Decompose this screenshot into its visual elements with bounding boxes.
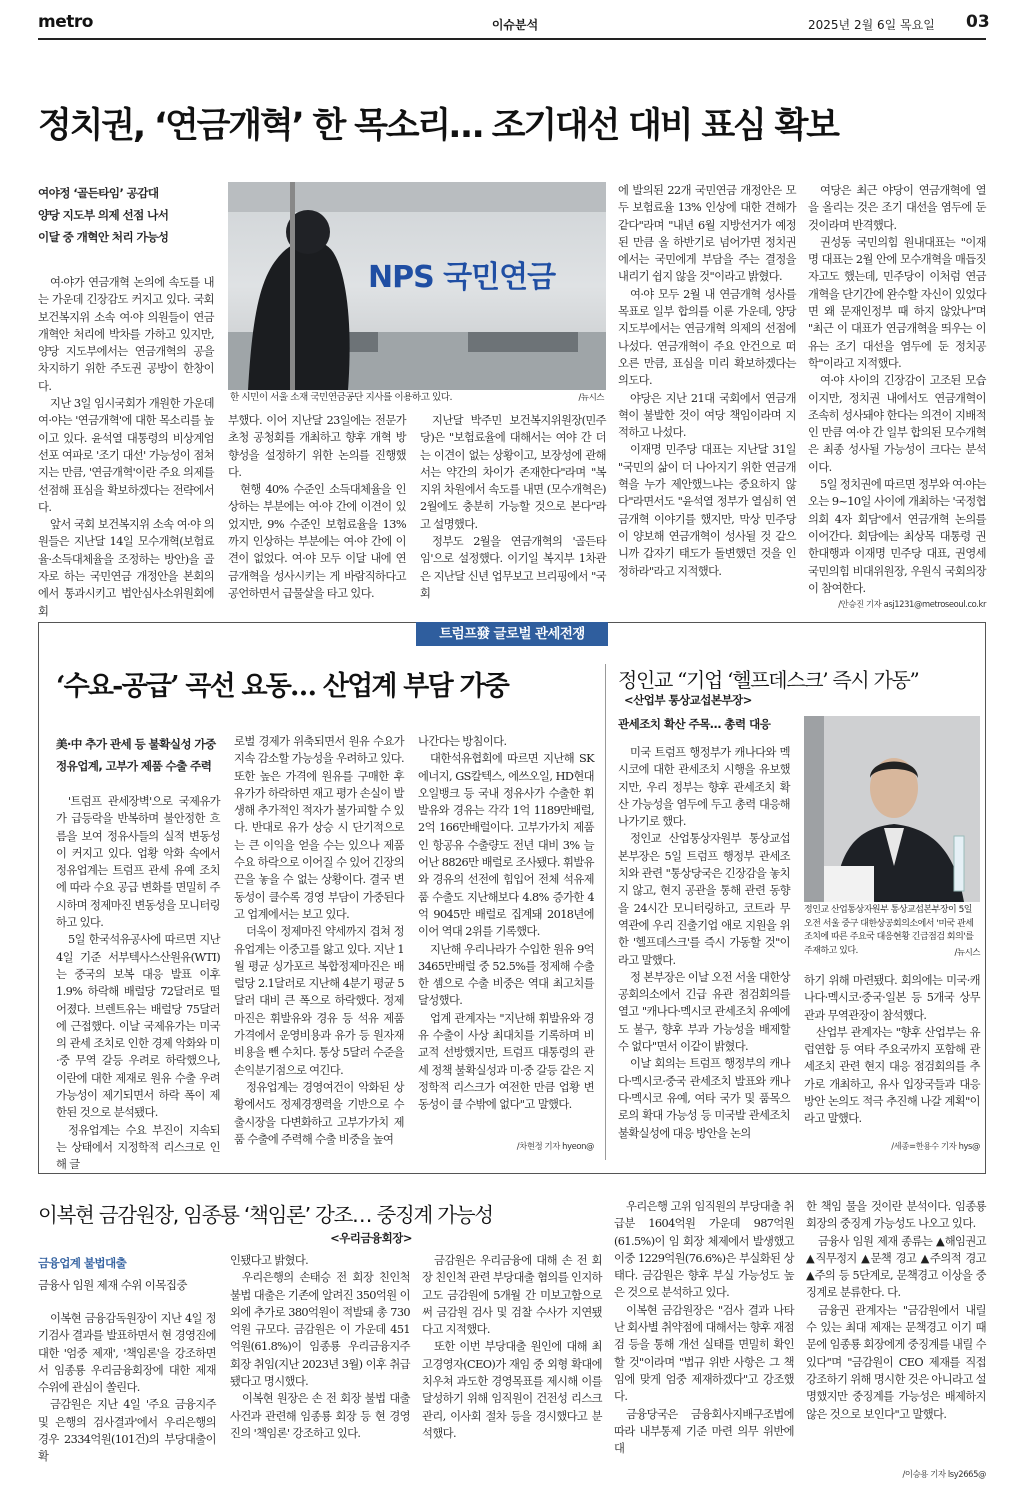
side-col2	[804, 972, 980, 1138]
article3-col2	[230, 1252, 410, 1482]
article1-col5	[808, 182, 986, 594]
article1-col1	[38, 182, 214, 618]
tariff-byline: /차현정 기자 hyeon@	[516, 1141, 594, 1151]
article1-paragraph: 여당은 최근 야당이 연금개혁에 열을 올리는 것은 조기 대선을 염두에 둔 것이라며 반격했다.	[808, 184, 986, 232]
article1-col2	[228, 412, 406, 612]
article1-paragraph: 지난달 박주민 보건복지위원장(민주당)은 "보험료율에 대해서는 여야 간 더는 이견이 없는 상황이고, 보장성에 관해서는 약간의 차이가 존재한다"라며 "복지위 차원에서 속도를 내면 (모수개혁은) 2월에도 충분히 가능할 것으로 본다"라고 설명했다.	[420, 414, 606, 531]
side-photo-caption: 정인교 산업통상자원부 통상교섭본부장이 5일 오전 서울 중구 대한상공회의소에서 '미국 관세조치에 따른 주요국 대응현황 긴급점검 회의'를 주재하고 있다.	[804, 905, 974, 956]
side-tag: <산업부 통상교섭본부장>	[624, 693, 752, 707]
article3-kicker: 금융업계 불법대출	[38, 1256, 127, 1270]
article3-paragraph: 금감원은 우리금융에 대해 손 전 회장 친인척 관련 부당대출 혐의를 인지하고도 금감원에 5개월 간 미보고함으로써 금감원 검사 및 검찰 수사가 지연됐다고 지적했다.	[422, 1254, 602, 1337]
side-subhead: 관세조치 확산 주목… 총력 대응	[618, 717, 771, 731]
article3-paragraph: 인됐다고 밝혔다.	[230, 1254, 309, 1267]
article1-paragraph: 에 발의된 22개 국민연금 개정안은 모두 보험료율 13% 인상에 대한 견해가 같다"라며 "내년 6월 지방선거가 예정된 만큼 올 하반기로 넘어가면 정치권에서는 국민에게 부담을 주는 결정을 내리기 쉽지 않을 것"이라고 밝혔다.	[618, 184, 796, 284]
article1-paragraph: 부했다. 이어 지난달 23일에는 전문가 초청 공청회를 개최하고 향후 개혁 방향성을 설정하기 위한 논의를 진행했다.	[228, 414, 406, 479]
side-photo-credit: /뉴시스	[954, 948, 980, 958]
article3-byline: /이승용 기자 lsy2665@	[902, 1469, 986, 1479]
article1-col3	[420, 412, 606, 612]
article1-subhead: 이달 중 개혁안 처리 가능성	[38, 230, 169, 244]
side-col1	[618, 744, 790, 1164]
tariff-banner: 트럼프發 글로벌 관세전쟁	[416, 622, 608, 646]
article1-photo	[228, 182, 606, 390]
tariff-headline: ‘수요-공급’ 곡선 요동… 산업계 부담 가중	[56, 671, 509, 702]
side-paragraph: 미국 트럼프 행정부가 캐나다와 멕시코에 대한 관세조치 시행을 유보했지만, 우리 정부는 향후 관세조치 확산 가능성을 염두에 두고 총력 대응해나가기로 했다.	[618, 746, 790, 829]
article3-paragraph: 이복현 금융감독원장이 지난 4일 정기검사 결과를 발표하면서 현 경영진에 대한 '엄중 제재', '책임론'을 강조하면서 임종룡 우리금융회장에 대한 제재 수위에 관심이 쏠린다.	[38, 1312, 216, 1395]
article3-paragraph: 금융사 임원 제재 종류는 ▲해임권고 ▲직무정지 ▲문책 경고 ▲주의적 경고 ▲주의 등 5단계로, 문책경고 이상을 중징계로 분류한다. 다.	[806, 1234, 986, 1300]
article3-col3	[422, 1252, 602, 1482]
article1-paragraph: 야당은 지난 21대 국회에서 연금개혁이 불발한 것이 여당 책임이라며 지적하고 나섰다.	[618, 391, 796, 440]
side-paragraph: 정 본부장은 이날 오전 서울 대한상공회의소에서 긴급 유관 점검회의를 열고 "캐나다·멕시코 관세조치 유예에도 불구, 향후 부과 가능성을 배제할 수 없다"면서 이같이 밝혔다.	[618, 970, 790, 1054]
tariff-paragraph: 나간다는 방침이다.	[418, 735, 507, 748]
article3-paragraph: 이복현 금감원장은 "검사 결과 나타난 회사별 취약점에 대해서는 향후 재점검 등을 통해 개선 실태를 면밀히 확인할 것"이라며 "법규 위반 사항은 그 책임에 맞게 엄중 제재하겠다"고 강조했다.	[614, 1303, 794, 1404]
article1-photo-credit: /뉴시스	[578, 393, 604, 403]
tariff-paragraph: 정유업계는 수요 부진이 지속되는 상태에서 지정학적 리스크로 인해 글	[56, 1123, 220, 1172]
tariff-col1	[56, 733, 220, 1172]
portrait-icon	[804, 716, 980, 902]
tariff-paragraph: 정유업계는 경영여건이 악화된 상황에서도 정제경쟁력을 기반으로 수출시장을 다변화하고 고부가가치 제품 수출에 주력해 수출 비중을 높여	[234, 1080, 404, 1146]
article3-paragraph: 또한 이번 부당대출 원인에 대해 최고경영자(CEO)가 재임 중 외형 확대에 치우쳐 과도한 경영목표를 제시해 이를 달성하기 위해 임직원이 건전성 리스크 관리, 이사회 절차 등을 경시했다고 분석했다.	[422, 1340, 602, 1440]
article3-col5	[806, 1198, 986, 1464]
article1-paragraph: 지난 3일 임시국회가 개원한 가운데 여·야는 '연금개혁'에 대한 목소리를 높이고 있다. 윤석열 대통령의 비상계엄 선포 여파로 '조기 대선' 가능성이 점쳐지는 만큼, '연금개혁'이란 주요 의제를 선점해 표심을 확보하겠다는 전략에서다.	[38, 397, 214, 514]
tariff-paragraph: 지난해 우리나라가 수입한 원유 9억 3465만배럴 중 52.5%를 정제해 수출한 셈으로 수출 비중은 역대 최고치를 달성했다.	[418, 942, 594, 1008]
tariff-paragraph: 더욱이 정제마진 약세까지 겹쳐 정유업계는 이중고를 앓고 있다. 지난 1월 평균 싱가포르 복합정제마진은 배럴당 2.1달러로 지난해 4분기 평균 5달러 대비 큰 폭으로 하락했다. 정제마진은 휘발유와 경유 등 석유 제품 가격에서 운영비용과 유가 등 원자재 비용을 뺀 수치다. 통상 5달러 수준을 손익분기점으로 여긴다.	[234, 925, 404, 1077]
article1-paragraph: 5일 정치권에 따르면 정부와 여·야는 오는 9~10일 사이에 개최하는 '국정협의회 4자 회담'에서 연금개혁 논의를 이어간다. 회담에는 최상목 대통령 권한대행과 이재명 민주당 대표, 권영세 국민의힘 비대위원장, 우원식 국회의장이 참여한다.	[808, 478, 986, 595]
side-photo	[804, 716, 980, 902]
article1-paragraph: 정부도 2월을 연금개혁의 '골든타임'으로 설정했다. 이기일 복지부 1차관은 지난달 신년 업무보고 브리핑에서 "국회	[420, 535, 606, 600]
article1-paragraph: 여·야 모두 2월 내 연금개혁 성사를 목표로 일부 합의를 이룬 가운데, 양당 지도부에서는 연금개혁 의제의 선점에 나섰다. 연금개혁이 주요 안건으로 떠오른 만큼, 표심을 미리 확보하겠다는 의도다.	[618, 287, 796, 388]
box-divider	[605, 664, 606, 1160]
header-rule	[38, 38, 986, 40]
article3-tag: <우리금융회장>	[330, 1231, 412, 1245]
section-label: 이슈분석	[491, 18, 539, 32]
article3-col1	[38, 1252, 216, 1482]
article3-paragraph: 이복현 원장은 손 전 회장 불법 대출 사건과 관련해 임종룡 회장 등 현 경영진의 '책임론' 강조하고 있다.	[230, 1392, 410, 1440]
tariff-paragraph: 로벌 경제가 위축되면서 원유 수요가 지속 감소할 가능성을 우려하고 있다. 또한 높은 가격에 원유를 구매한 후 유가가 하락하면 재고 평가 손실이 발생해 추가적인 적자가 불가피할 수 있다. 반대로 유가 상승 시 단기적으로는 큰 이익을 얻을 수는 있으나 제품 수요 하락으로 이어질 수 있어 긴장의 끈을 놓을 수 없는 상황이다. 결국 변동성이 클수록 경영 부담이 가중된다고 업계에서는 보고 있다.	[234, 735, 404, 921]
side-headline: 정인교 “기업 ‘헬프데스크’ 즉시 가동”	[618, 668, 919, 692]
article3-paragraph: 금융당국은 금융회사지배구조법에 따라 내부통제 기준 마련 의무 위반에 대	[614, 1407, 794, 1456]
issue-date: 2025년 2월 6일 목요일	[808, 18, 935, 32]
tariff-paragraph: '트럼프 관세장벽'으로 국제유가가 급등락을 반복하며 불안정한 흐름을 보여 정유사들의 실적 변동성이 커지고 있다. 업황 악화 속에서 정유업계는 트럼프 관세 유예 조치에 따라 수요 공급 변화를 면밀히 주시하며 정제마진 변동성을 모니터링하고 있다.	[56, 795, 220, 930]
article1-subhead: 양당 지도부 의제 선점 나서	[38, 208, 169, 222]
side-paragraph: 산업부 관계자는 "향후 산업부는 유럽연합 등 여타 주요국까지 포함해 관세조치 관련 현지 대응 점검회의를 추가로 개최하고, 유사 입장국들과 대응방안 논의도 적극 추진해 나갈 계획"이라고 말했다.	[804, 1025, 980, 1126]
article3-paragraph: 금융권 관계자는 "금감원에서 내릴 수 있는 최대 제재는 문책경고 이기 때문에 임종룡 회장에게 중징계를 내릴 수 있다"며 "금감원이 CEO 제재를 직접 강조하기 위해 명시한 것은 아니라고 설명했지만 중징계를 가능성은 배제하지 않은 것으로 보인다"고 말했다.	[806, 1303, 986, 1421]
masthead-logo: metro	[38, 12, 93, 32]
article1-paragraph: 여·야 사이의 긴장감이 고조된 모습이지만, 정치권 내에서도 연금개혁이 조속히 성사돼야 한다는 의견이 지배적인 만큼 여·야 간 일부 합의된 모수개혁은 최종 성사될 가능성이 크다는 분석이다.	[808, 374, 986, 474]
article1-paragraph: 이재명 민주당 대표는 지난달 31일 "국민의 삶이 더 나아지기 위한 연금개혁을 누가 제안했느냐는 중요하지 않다"라면서도 "윤석열 정부가 열심히 연금개혁 이야기를 했지만, 막상 민주당이 양보해 연금개혁이 성사될 것 같으니까 갑자기 태도가 돌변했던 것을 인정하라"라고 지적했다.	[618, 443, 796, 578]
side-paragraph: 정인교 산업통상자원부 통상교섭본부장은 5일 트럼프 행정부 관세조치와 관련 "통상당국은 긴장감을 놓치지 않고, 현지 공관을 통해 관련 동향을 24시간 모니터링하고, 코트라 무역관에 우리 진출기업 애로 지원을 위한 '헬프데스크'를 즉시 가동할 것"이라고 말했다.	[618, 832, 790, 967]
article1-photo-caption: 한 시민이 서울 소재 국민연금공단 지사를 이용하고 있다.	[230, 392, 453, 403]
article3-subhead: 금융사 임원 제재 수위 이목집중	[38, 1278, 187, 1292]
tariff-subhead: 美·中 추가 관세 등 불확실성 가중	[56, 737, 216, 751]
article1-paragraph: 여·야가 연금개혁 논의에 속도를 내는 가운데 긴장감도 커지고 있다. 국회 보건복지위 소속 여·야 의원들이 연금개혁안 처리에 박차를 가하고 있지만, 양당 지도부에서는 연금개혁의 공을 차지하기 위한 주도권 공방이 한창이다.	[38, 276, 214, 393]
side-paragraph: 이날 회의는 트럼프 행정부의 캐나다·멕시코·중국 관세조치 발표와 캐나다·멕시코 유예, 여타 국가 및 품목으로의 확대 가능성 등 미국발 관세조치 불확실성에 대응 방안을 논의	[618, 1057, 790, 1140]
article1-paragraph: 권성동 국민의힘 원내대표는 "이재명 대표는 2월 안에 모수개혁을 매듭짓자고도 했는데, 민주당이 이처럼 연금개혁을 단기간에 완수할 자신이 있었다면 왜 문재인정부 때 하지 않았나"며 "최근 이 대표가 연금개혁을 띄우는 이유는 조기 대선을 염두에 둔 정치공학"이라고 지적했다.	[808, 235, 986, 370]
article1-paragraph: 현행 40% 수준인 소득대체율을 인상하는 부분에는 여·야 간에 이견이 있었지만, 9% 수준인 보험료율을 13%까지 인상하는 부분에는 여·야 간에 이견이 없었다. 여·야 모두 이달 내에 연금개혁을 성사시키는 게 바람직하다고 공언하면서 급물살을 타고 있다.	[228, 483, 406, 600]
tariff-col2	[234, 733, 404, 1153]
side-byline: /세종=한용수 기자 hys@	[891, 1141, 980, 1151]
article3-headline: 이복현 금감원장, 임종룡 ‘책임론’ 강조… 중징계 가능성	[38, 1203, 493, 1227]
tariff-col3	[418, 733, 594, 1138]
tariff-paragraph: 5일 한국석유공사에 따르면 지난 4일 기준 서부텍사스산원유(WTI)는 중국의 보복 대응 발표 이후 1.9% 하락해 배럴당 72달러로 떨어졌다. 브렌트유는 배럴당 75달러에 근접했다. 이날 국제유가는 미국의 관세 조치로 인한 경제 악화와 미·중 무역 갈등 우려로 하락했으나, 이란에 대한 제재로 원유 수출 우려 가능성이 제기되면서 하락 폭이 제한된 것으로 분석됐다.	[56, 933, 220, 1120]
article1-paragraph: 앞서 국회 보건복지위 소속 여·야 의원들은 지난달 14일 모수개혁(보험료율·소득대체율을 조정하는 방안)을 골자로 하는 국민연금 개정안을 본회의에서 통과시키고 법안심사소위원회에 회	[38, 518, 214, 618]
tariff-paragraph: 대한석유협회에 따르면 지난해 SK에너지, GS칼텍스, 에쓰오일, HD현대오일뱅크 등 국내 정유사가 수출한 휘발유와 경유는 각각 1억 1189만배럴, 2억 166만배럴이다. 고부가가치 제품인 항공유 수출량도 전년 대비 3% 늘어난 8826만 배럴로 조사됐다. 휘발유와 경유의 선전에 힘입어 전체 석유제품 수출도 지난해보다 4.8% 증가한 4억 9045만 배럴로 집계돼 2018년에 이어 역대 2위를 기록했다.	[418, 752, 594, 939]
article3-col4	[614, 1198, 794, 1482]
article1-byline: /안승진 기자 asj1231@metroseoul.co.kr	[838, 599, 986, 609]
page-number: 03	[966, 12, 990, 32]
article1-headline: 정치권, ‘연금개혁’ 한 목소리… 조기대선 대비 표심 확보	[38, 106, 838, 146]
article3-paragraph: 우리은행의 손태승 전 회장 친인척 불법 대출은 기존에 알려진 350억원 이외에 추가로 380억원이 적발돼 총 730억원 규모다. 금감원은 이 가운데 451억원(61.8%)이 임종룡 우리금융지주 회장 취임(지난 2023년 3월) 이후 취급됐다고 명시했다.	[230, 1271, 410, 1389]
article3-paragraph: 금감원은 지난 4일 '주요 금융지주 및 은행의 검사결과'에서 우리은행의 경우 2334억원(101건)의 부당대출이 확	[38, 1398, 216, 1464]
nps-sign: NPS 국민연금	[368, 260, 556, 295]
side-paragraph: 하기 위해 마련됐다. 회의에는 미국·캐나다·멕시코·중국·일본 등 5개국 상무관과 무역관장이 참석했다.	[804, 974, 980, 1022]
tariff-paragraph: 업계 관계자는 "지난해 휘발유와 경유 수출이 사상 최대치를 기록하며 비교적 선방했지만, 트럼프 대통령의 관세 정책 불확실성과 미·중 갈등 같은 지정학적 리스크가 여전한 만큼 업황 변동성이 클 수밖에 없다"고 말했다.	[418, 1011, 594, 1112]
article3-paragraph: 한 책임 물을 것이란 분석이다. 임종룡 회장의 중징계 가능성도 나오고 있다.	[806, 1200, 986, 1231]
tariff-subhead: 정유업계, 고부가 제품 수출 주력	[56, 759, 212, 773]
article1-col4	[618, 182, 796, 612]
article1-subhead: 여야정 ‘골든타임’ 공감대	[38, 186, 159, 200]
article3-paragraph: 우리은행 고위 임직원의 부당대출 취급분 1604억원 가운데 987억원(61.5%)이 임 회장 체제에서 발생했고 이중 1229억원(76.6%)은 부실화된 상태다. 금감원은 향후 부실 가능성도 높은 것으로 분석하고 있다.	[614, 1200, 794, 1300]
